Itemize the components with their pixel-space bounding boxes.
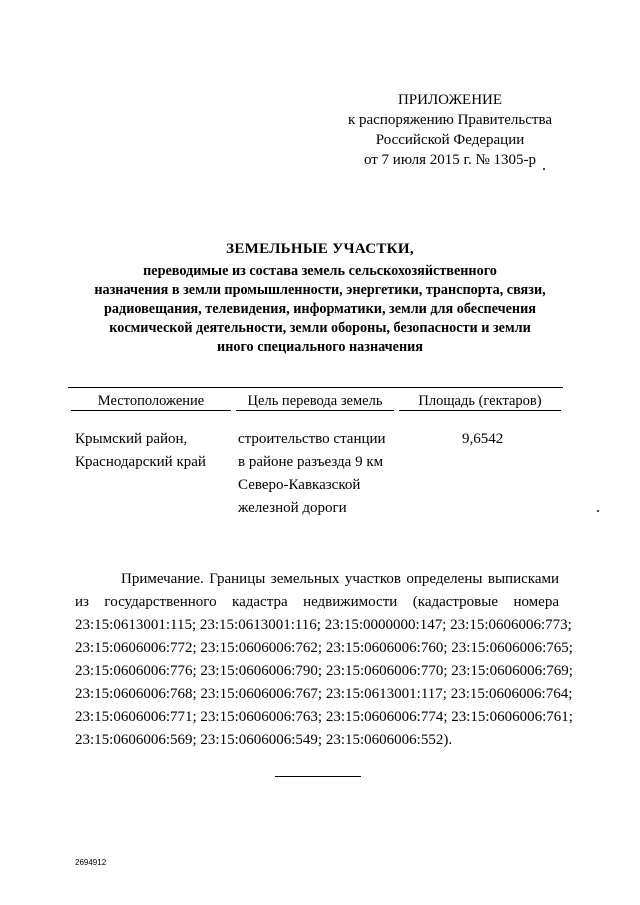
scan-speck — [543, 168, 545, 170]
purpose-line: Северо-Кавказской — [238, 477, 361, 493]
note-line: из государственного кадастра недвижимости (кадастровые номера — [75, 594, 559, 610]
subtitle-line: переводимые из состава земель сельскохозяйственного — [143, 263, 497, 279]
purpose-line: в районе разъезда 9 км — [238, 454, 384, 470]
appendix-order-ref: к распоряжению Правительства — [347, 112, 552, 128]
subtitle-line: радиовещания, телевидения, информатики, земли для обеспечения — [104, 301, 536, 317]
end-rule — [275, 776, 361, 777]
table-header-purpose: Цель перевода земель — [236, 392, 394, 411]
subtitle-line: назначения в земли промышленности, энергетики, транспорта, связи, — [94, 282, 546, 298]
location-line: Краснодарский край — [75, 454, 206, 470]
document-title: ЗЕМЕЛЬНЫЕ УЧАСТКИ, — [226, 241, 414, 257]
table-header-location: Местоположение — [71, 392, 231, 411]
note-line: 23:15:0613001:115; 23:15:0613001:116; 23:15:0000000:147; 23:15:0606006:773; — [75, 617, 572, 633]
table-cell-area: 9,6542 — [462, 431, 504, 447]
table-cell-purpose — [238, 428, 386, 520]
note-line: 23:15:0606006:569; 23:15:0606006:549; 23:15:0606006:552). — [75, 732, 453, 748]
scan-speck — [597, 510, 599, 512]
note-paragraph — [75, 568, 573, 752]
appendix-date-number: от 7 июля 2015 г. № 1305-р — [363, 152, 537, 168]
note-line: Примечание. Границы земельных участков определены выписками — [121, 571, 559, 587]
table-top-rule — [68, 387, 563, 388]
purpose-line: железной дороги — [238, 500, 347, 516]
appendix-label: ПРИЛОЖЕНИЕ — [397, 92, 503, 108]
appendix-header — [330, 90, 570, 170]
note-line: 23:15:0606006:772; 23:15:0606006:762; 23:15:0606006:760; 23:15:0606006:765; — [75, 640, 573, 656]
note-line: 23:15:0606006:776; 23:15:0606006:790; 23:15:0606006:770; 23:15:0606006:769; — [75, 663, 573, 679]
purpose-line: строительство станции — [238, 431, 386, 447]
note-line: 23:15:0606006:768; 23:15:0606006:767; 23:15:0613001:117; 23:15:0606006:764; — [75, 686, 573, 702]
table-cell-location — [75, 428, 206, 474]
table-header-area: Площадь (гектаров) — [399, 392, 561, 411]
location-line: Крымский район, — [75, 431, 188, 447]
note-line: 23:15:0606006:771; 23:15:0606006:763; 23:15:0606006:774; 23:15:0606006:761; — [75, 709, 573, 725]
appendix-government: Российской Федерации — [375, 132, 525, 148]
subtitle-line: иного специального назначения — [217, 339, 423, 355]
subtitle-line: космической деятельности, земли обороны, безопасности и земли — [109, 320, 531, 336]
document-subtitle — [60, 262, 580, 357]
document-number: 2694912 — [75, 858, 107, 867]
